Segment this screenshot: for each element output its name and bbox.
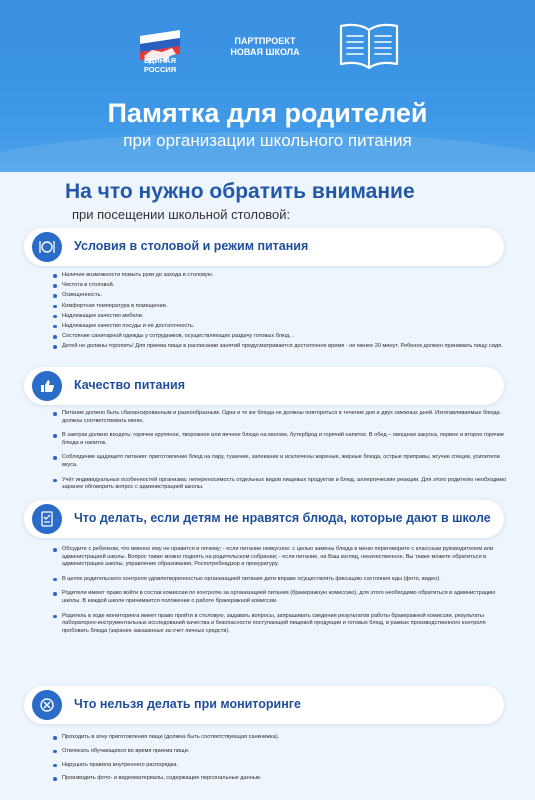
section-title: Что нельзя делать при мониторинге [74, 697, 301, 711]
section-header-dislike-food [24, 500, 504, 538]
list-item: Комфортная температура в помещении. [62, 303, 507, 311]
section-title: Качество питания [74, 378, 186, 392]
list-item: Наличие возможности помыть руки до захода в столовую. [62, 272, 507, 280]
page-subtitle: при организации школьного питания [123, 131, 412, 150]
section-header-canteen-conditions [24, 228, 504, 266]
list-item: В завтрак должно входить: горячее крупяное, творожное или яичное блюдо на молоке, бутерброд и горячий напиток. В обед – овощная закуска, первое и второе горячие блюда и напиток. [62, 432, 507, 447]
project-label [215, 36, 315, 58]
list-item: Состояние санитарной одежды у сотрудников, осуществляющих раздачу готовых блюд. . [62, 333, 507, 341]
plate-fork-knife-icon [32, 232, 62, 262]
list-item: Освещенность. [62, 292, 507, 300]
list-item: Нарушать правила внутреннего распорядка. [62, 762, 507, 770]
list-item: Соблюдение щадящего питания: приготовление блюд на пару, тушение, запекание и исключены жареные, жирные блюда, острые приправы, жгучие специи, усилители вкуса. [62, 454, 507, 469]
logo-text-line1: ЕДИНАЯ [144, 56, 176, 65]
list-item: Учёт индивидуальных особенностей организма: непереносимость отдельных видов пищевых продуктов и блюд, аллергические реакции. Для этого родителю необходимо заранее обговорить вопрос с администрацией школы. [62, 476, 507, 491]
project-line2: НОВАЯ ШКОЛА [230, 47, 300, 57]
list-item: Производить фото- и видеоматериалы, содержащие персональные данные. [62, 775, 507, 783]
list-item: Детей не должны торопить! Для приема пищи в расписании занятий предусматривается достаточное время - не менее 20 минут. Ребенок должен принимать пищу сидя. [62, 343, 507, 351]
section-header-food-quality [24, 367, 504, 405]
section-list-food-quality [62, 410, 507, 499]
list-item: Родитель в ходе мониторинга имеет право пройти в столовую, задавать вопросы, запрашивать сведения результатов работы бракеражной комиссии, результаты лабораторно-инструментальных исследований качества и безопасности поступающей пищевой продукции и готовых блюд, в рамках производственного контроля пробовать блюда (заранее заказанные за счет личных средств). [62, 613, 507, 636]
list-item: Питание должно быть сбалансированным и разнообразным. Одни и те же блюда не должны повторяться в течение дня и двух смежных дней. Изготавливаемые блюда должны соответствовать меню. [62, 410, 507, 425]
checklist-icon [32, 504, 62, 534]
intro-subheading: при посещении школьной столовой: [72, 207, 291, 222]
section-list-dislike-food [62, 546, 507, 642]
prohibited-x-icon [32, 690, 62, 720]
logo-caption [128, 56, 192, 74]
logo-text-line2: РОССИЯ [143, 65, 177, 74]
project-line1: ПАРТПРОЕКТ [234, 36, 296, 46]
header-banner [0, 0, 535, 172]
thumbs-up-icon [32, 371, 62, 401]
section-title: Условия в столовой и режим питания [74, 239, 309, 253]
list-item: Проходить в зону приготовления пищи (должна быть соответствующая санкнижка). [62, 734, 507, 742]
section-list-monitoring-prohibitions [62, 734, 507, 789]
list-item: Отвлекать обучающихся во время приема пищи. [62, 748, 507, 756]
page-title: Памятка для родителей [107, 98, 428, 128]
section-title: Что делать, если детям не нравятся блюда, которые дают в школе [74, 511, 491, 525]
list-item: Обсудите с ребенком, что именно ему не нравится и почему; - если питание невкусное: с целью замены блюда в меню переговорите с классным руководителем или администрацией школы. Вопрос также можно поднять на родительском собрании; - если питание, на Ваш взгляд, некачественное, Вы также можете обратиться в администрацию школы, управление образования, Роспотребнадзор и прокуратуру. [62, 546, 507, 569]
list-item: Надлежащее качество посуды и её достаточность. [62, 323, 507, 331]
list-item: В целях родительского контроля удовлетворенностью организацией питания дети вправе осуществлять фиксацию состояния еды (фото, видео). [62, 576, 507, 584]
intro-heading: На что нужно обратить внимание [65, 180, 415, 203]
section-list-canteen-conditions [62, 272, 507, 354]
open-book-icon [337, 20, 401, 72]
list-item: Чистота в столовой. [62, 282, 507, 290]
section-header-monitoring-prohibitions [24, 686, 504, 724]
list-item: Надлежащее качество мебели. [62, 313, 507, 321]
list-item: Родители имеют право войти в состав комиссии по контролю за организацией питания (бракеражную комиссию), для этого необходимо обратиться в администрацию школы. В каждой школе принимается положение о работе бракеражной комиссии. [62, 590, 507, 605]
